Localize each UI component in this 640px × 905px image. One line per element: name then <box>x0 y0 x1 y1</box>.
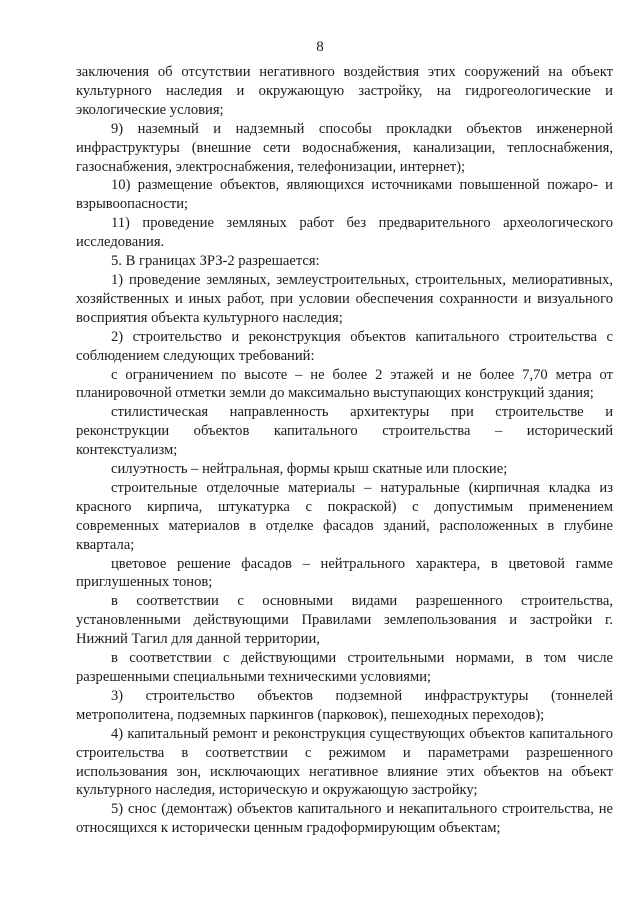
page-number: 8 <box>316 39 324 55</box>
requirement-style: стилистическая направленность архитектуры при строительстве и реконструкции объектов капитального строительства – исторический контекстуализм; <box>76 404 613 459</box>
paragraph-continuation: заключения об отсутствии негативного воздействия этих сооружений на объект культурного наследия и окружающую застройку, на гидрогеологические и экологические условия; <box>76 64 613 118</box>
requirement-silhouette: силуэтность – нейтральная, формы крыш скатные или плоские; <box>111 461 508 478</box>
paragraph-item-9: 9) наземный и надземный способы прокладки объектов инженерной инфраструктуры (внешние сети водоснабжения, канализации, теплоснабжения, газоснабжения, электроснабжения, телефонизации, интернет); <box>76 120 613 175</box>
paragraph-item-11: 11) проведение земляных работ без предварительного археологического исследования. <box>76 215 613 251</box>
paragraph-item-2: 2) строительство и реконструкция объектов капитального строительства с соблюдением следующих требований: <box>76 328 613 364</box>
document-body <box>76 63 613 838</box>
requirement-color: цветовое решение фасадов – нейтрального характера, в цветовой гамме приглушенных тонов; <box>76 555 613 591</box>
paragraph-item-5: 5) снос (демонтаж) объектов капитального и некапитального строительства, не относящихся к исторически ценным градоформирующим объектам; <box>76 801 613 837</box>
paragraph-item-10: 10) размещение объектов, являющихся источниками повышенной пожаро- и взрывоопасности; <box>76 177 613 213</box>
requirement-height: с ограничением по высоте – не более 2 этажей и не более 7,70 метра от планировочной отметки земли до максимально выступающих конструкций здания; <box>76 366 613 402</box>
requirement-materials: строительные отделочные материалы – натуральные (кирпичная кладка из красного кирпича, штукатурка с покраской) с допустимым применением современных материалов в отделке фасадов зданий, расположенных в глубине квартала; <box>76 479 613 553</box>
paragraph-item-4: 4) капитальный ремонт и реконструкция существующих объектов капитального строительства в соответствии с режимом и параметрами разрешенного использования зон, исключающих негативное влияние этих объектов на объект культурного наследия, историческую и окружающую застройку; <box>76 725 613 799</box>
requirement-norms: в соответствии с действующими строительными нормами, в том числе разрешенными специальными техническими условиями; <box>76 650 613 685</box>
paragraph-item-3: 3) строительство объектов подземной инфраструктуры (тоннелей метрополитена, подземных паркингов (парковок), пешеходных переходов); <box>76 687 613 723</box>
paragraph-item-1: 1) проведение земляных, землеустроительных, строительных, мелиоративных, хозяйственных и иных работ, при условии обеспечения сохранности и визуального восприятия объекта культурного наследия; <box>76 271 613 326</box>
section-heading-5: 5. В границах ЗРЗ-2 разрешается: <box>111 253 320 270</box>
requirement-rules: в соответствии с основными видами разрешенного строительства, установленными действующими Правилами землепользования и застройки г. Нижний Тагил для данной территории, <box>76 593 613 648</box>
